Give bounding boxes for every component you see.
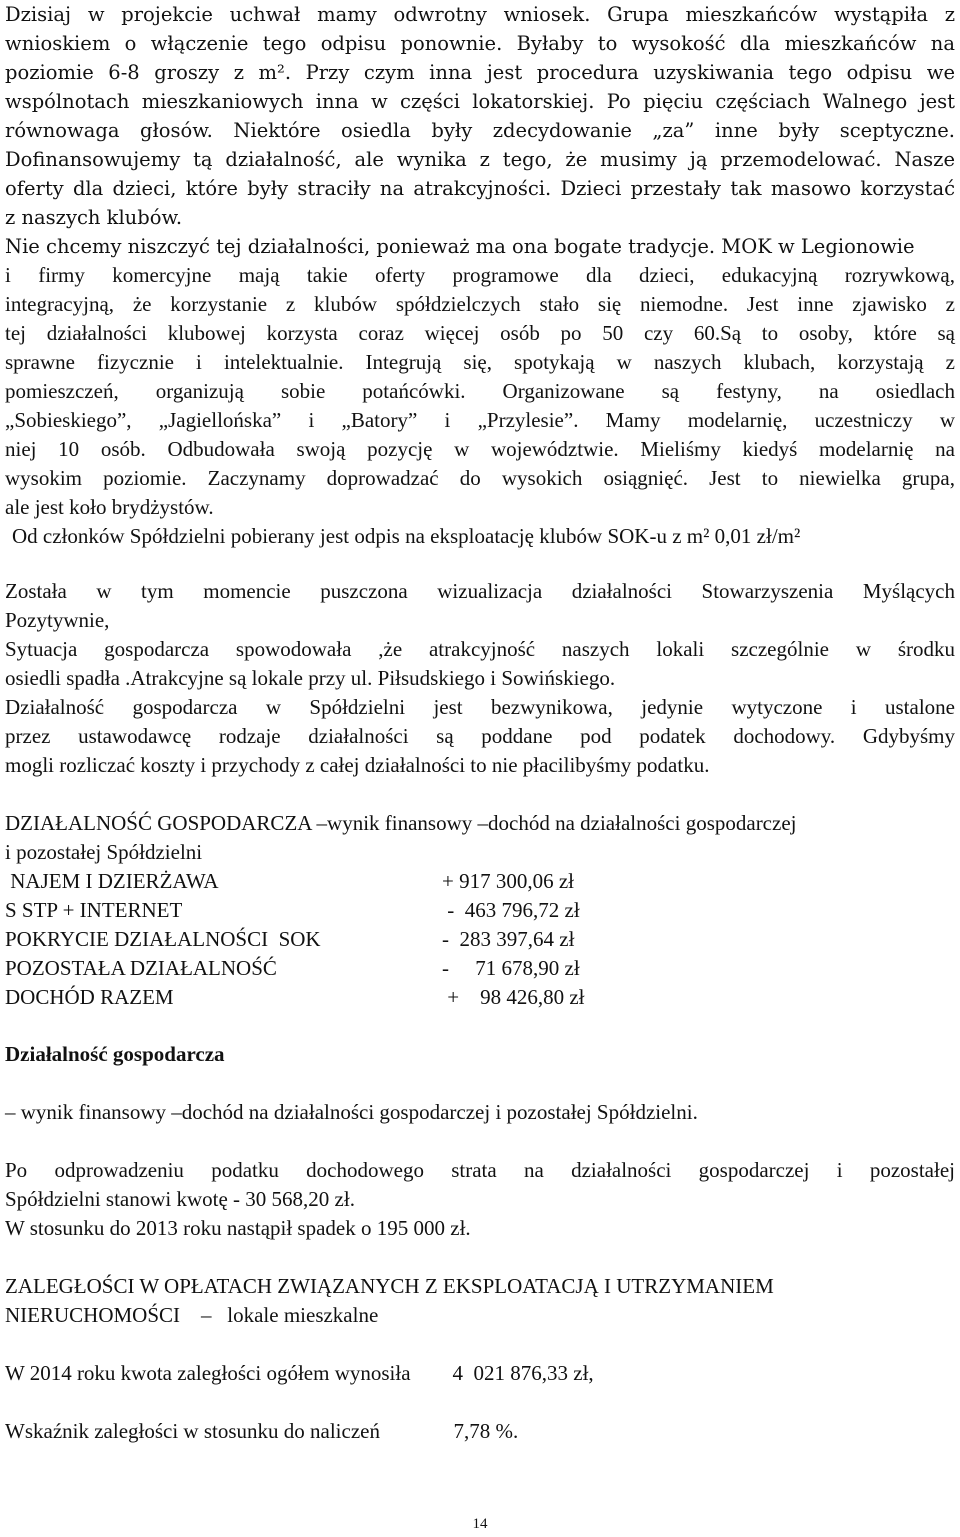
finance-label: S STP + INTERNET xyxy=(5,898,183,922)
text-line: Sytuacja gospodarcza spowodowała ,że atrakcyjność naszych lokali szczególnie w środku xyxy=(5,637,955,661)
text-line: Spółdzielni stanowi kwotę - 30 568,20 zł. xyxy=(5,1187,355,1211)
text-line: pomieszczeń, organizują sobie potańcówki. Organizowane są festyny, na osiedlach xyxy=(5,379,955,403)
finance-label: POZOSTAŁA DZIAŁALNOŚĆ xyxy=(5,956,277,980)
text-line: Nie chcemy niszczyć tej działalności, ponieważ ma ona bogate tradycje. MOK w Legionowie xyxy=(5,235,915,258)
finance-label: DOCHÓD RAZEM xyxy=(5,985,174,1009)
finance-label: POKRYCIE DZIAŁALNOŚCI SOK xyxy=(5,927,321,951)
arrears-ratio: Wskaźnik zaległości w stosunku do naliczeń 7,78 %. xyxy=(5,1419,519,1443)
text-line: Dzisiaj w projekcie uchwał mamy odwrotny wniosek. Grupa mieszkańców wystąpiła z xyxy=(5,3,955,26)
text-line: Po odprowadzeniu podatku dochodowego strata na działalności gospodarczej i pozostałej xyxy=(5,1158,955,1182)
text-line: Dofinansowujemy tą działalność, ale wynika z tego, że musimy ją przemodelować. Nasze xyxy=(5,148,955,171)
finance-value: - 283 397,64 zł xyxy=(442,927,575,951)
text-line: mogli rozliczać koszty i przychody z całej działalności to nie płacilibyśmy podatku. xyxy=(5,753,710,777)
finance-label: NAJEM I DZIERŻAWA xyxy=(5,869,219,893)
text-line: ale jest koło brydżystów. xyxy=(5,495,214,519)
text-line: tej działalności klubowej korzysta coraz więcej osób po 50 czy 60.Są to osoby, które są xyxy=(5,321,955,345)
text-line: Działalność gospodarcza w Spółdzielni jest bezwynikowa, jedynie wytyczone i ustalone xyxy=(5,695,955,719)
finance-value: - 463 796,72 zł xyxy=(442,898,580,922)
text-line: sprawne fizycznie i intelektualnie. Integrują się, spotykają w naszych klubach, korzystają z xyxy=(5,350,955,374)
text-line: ZALEGŁOŚCI W OPŁATACH ZWIĄZANYCH Z EKSPLOATACJĄ I UTRZYMANIEM xyxy=(5,1274,774,1298)
text-line: Została w tym momencie puszczona wizualizacja działalności Stowarzyszenia Myślących xyxy=(5,579,955,603)
paragraph-spadek: W stosunku do 2013 roku nastąpił spadek o 195 000 zł. xyxy=(5,1216,471,1240)
text-line: osiedli spadła .Atrakcyjne są lokale przy ul. Piłsudskiego i Sowińskiego. xyxy=(5,666,616,690)
finance-value: - 71 678,90 zł xyxy=(442,956,580,980)
text-line: niej 10 osób. Odbudowała swoją pozycję w województwie. Mieliśmy kiedyś modelarnię na xyxy=(5,437,955,461)
text-line: wysokim poziomie. Zaczynamy doprowadzać do wysokich osiągnięć. Jest to niewielka grupa, xyxy=(5,466,955,490)
text-line: poziomie 6-8 groszy z m². Przy czym inna jest procedura uzyskiwania tego odpisu we xyxy=(5,61,955,84)
text-line: przez ustawodawcę rodzaje działalności są poddane pod podatek dochodowy. Gdybyśmy xyxy=(5,724,955,748)
text-line: równowaga głosów. Niektóre osiedla były zdecydowanie „za” inne były sceptyczne. xyxy=(5,119,955,142)
text-line: integracyjną, że korzystanie z klubów spółdzielczych stało się niemodne. Jest inne zjawisko z xyxy=(5,292,955,316)
paragraph-odpis-sok: Od członków Spółdzielni pobierany jest odpis na eksploatację klubów SOK-u z m² 0,01 zł/m² xyxy=(12,524,801,548)
text-line: DZIAŁALNOŚĆ GOSPODARCZA –wynik finansowy –dochód na działalności gospodarczej xyxy=(5,811,797,835)
text-line: wnioskiem o włączenie tego odpisu ponownie. Byłaby to wysokość dla mieszkańców na xyxy=(5,32,955,55)
text-line: Pozytywnie, xyxy=(5,608,110,632)
text-line: z naszych klubów. xyxy=(5,206,183,229)
text-line: „Sobieskiego”, „Jagiellońska” i „Batory” i „Przylesie”. Mamy modelarnię, uczestniczy w xyxy=(5,408,955,432)
paragraph-wynik-finansowy: – wynik finansowy –dochód na działalności gospodarczej i pozostałej Spółdzielni. xyxy=(5,1100,698,1124)
finance-value: + 917 300,06 zł xyxy=(442,869,574,893)
text-line: oferty dla dzieci, które były straciły na atrakcyjności. Dzieci przestały tak masowo korzystać xyxy=(5,177,955,200)
finance-value: + 98 426,80 zł xyxy=(442,985,585,1009)
text-line: i firmy komercyjne mają takie oferty programowe dla dzieci, edukacyjną rozrywkową, xyxy=(5,263,955,287)
section-heading: Działalność gospodarcza xyxy=(5,1042,225,1066)
page-number: 14 xyxy=(472,1516,488,1532)
arrears-total: W 2014 roku kwota zaległości ogółem wynosiła 4 021 876,33 zł, xyxy=(5,1361,594,1385)
text-line: i pozostałej Spółdzielni xyxy=(5,840,203,864)
text-line: NIERUCHOMOŚCI – lokale mieszkalne xyxy=(5,1303,379,1327)
text-line: wspólnotach mieszkaniowych inna w części lokatorskiej. Po pięciu częściach Walnego jest xyxy=(5,90,955,113)
